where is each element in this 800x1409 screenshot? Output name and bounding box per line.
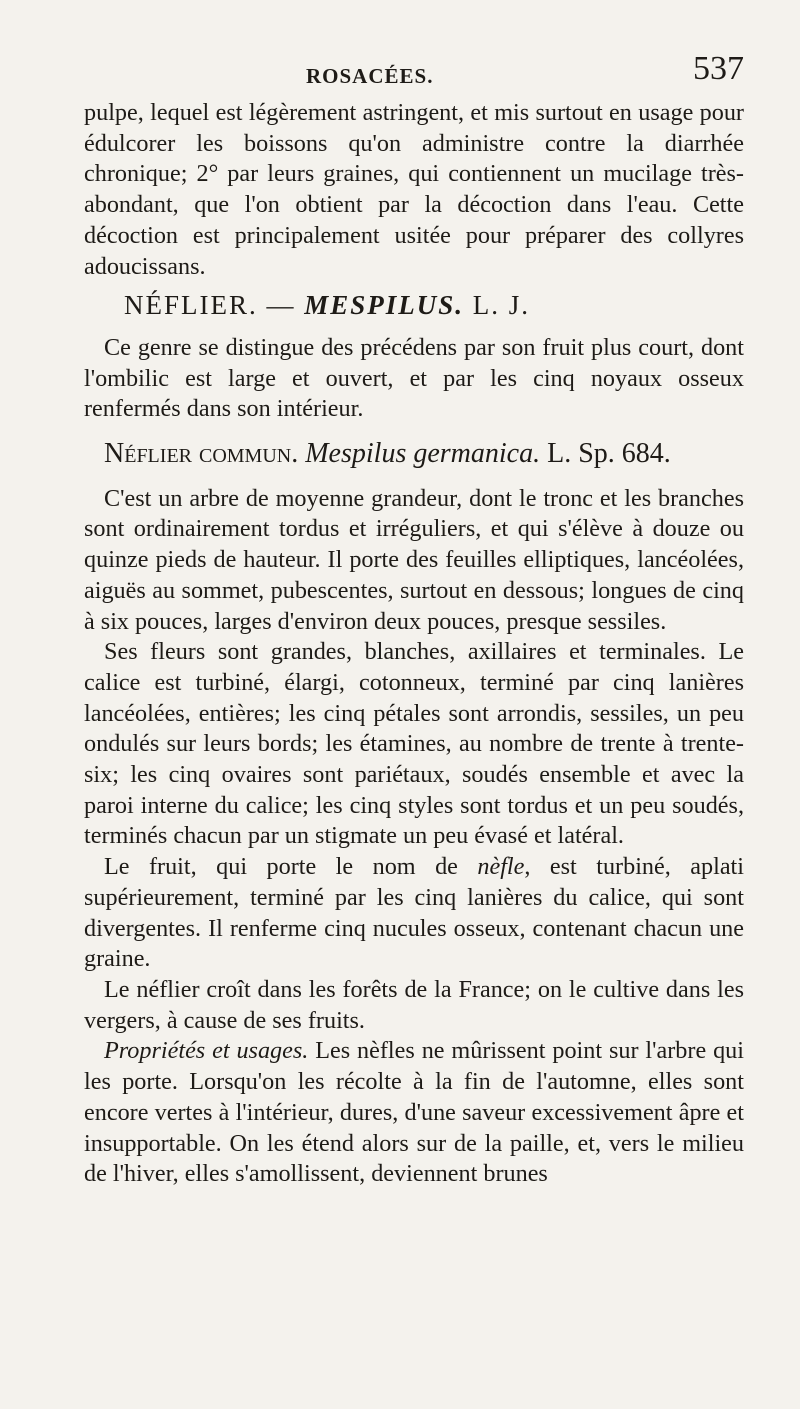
paragraph-1: pulpe, lequel est légèrement astringent, et mis surtout en usage pour édulcorer les boissons qu'on administre contre la diarrhée chronique; 2° par leurs graines, qui contiennent un mucilage très-abondant, que l'on obtient par la décoction dans l'eau. Cette décoction est principalement usitée pour préparer des collyres adoucissans. [84,99,744,280]
genus-authority: L. J. [464,290,531,321]
body-text [84,98,744,1190]
paragraph-5-italic: nèfle [477,853,525,881]
running-head [84,50,744,98]
genus-heading [84,290,744,321]
genus-dash: — [257,290,305,321]
genus-name: NÉFLIER. [124,290,258,321]
paragraph-5-after: , est turbiné, aplati supérieurement, terminé par les cinq lanières du calice, qui sont divergentes. Il renferme cinq nucules osseux, contenant chacun une graine. [84,853,744,973]
species-latin: Mespilus germanica. [305,438,541,470]
species-name: Néflier commun. [104,438,299,470]
paragraph-2: Ce genre se distingue des précédens par son fruit plus court, dont l'ombilic est large et ouvert, et par les cinq noyaux osseux renfermés dans son intérieur. [84,333,744,423]
paragraph-7 [84,1036,744,1190]
running-head-title: ROSACÉES. [306,64,434,88]
paragraph-5 [84,852,744,975]
paragraph-3: C'est un arbre de moyenne grandeur, dont le tronc et les branches sont ordinairement tordus et irréguliers, et qui s'élève à douze ou quinze pieds de hauteur. Il porte des feuilles elliptiques, lancéolées, aiguës au sommet, pubescentes, surtout en dessous; longues de cinq à six pouces, larges d'environ deux pouces, presque sessiles. [84,484,744,635]
paragraph-4: Ses fleurs sont grandes, blanches, axillaires et terminales. Le calice est turbiné, élargi, cotonneux, terminé par cinq lanières lancéolées, entières; les cinq pétales sont arrondis, sessiles, un peu ondulés sur leurs bords; les étamines, au nombre de trente à trente-six; les cinq ovaires sont pariétaux, soudés ensemble et avec la paroi interne du calice; les cinq styles sont tordus et un peu soudés, terminés chacun par un stigmate un peu évasé et latéral. [84,638,744,850]
paragraph-7-italic: Propriétés et usages. [104,1037,309,1065]
paragraph-7-after: Les nèfles ne mûrissent point sur l'arbre qui les porte. Lorsqu'on les récolte à la fin de l'automne, elles sont encore vertes à l'intérieur, dures, d'une saveur excessivement âpre et insupportable. On les étend alors sur de la paille, et, vers le milieu de l'hiver, elles s'amollissent, deviennent brunes [84,1037,744,1188]
species-heading [84,439,744,470]
page-number: 537 [693,50,744,87]
genus-latin: MESPILUS. [304,290,465,321]
species-reference: L. Sp. 684. [540,438,671,470]
paragraph-6: Le néflier croît dans les forêts de la France; on le cultive dans les vergers, à cause de ses fruits. [84,975,744,1034]
paragraph-5-before: Le fruit, qui porte le nom de [104,853,478,881]
